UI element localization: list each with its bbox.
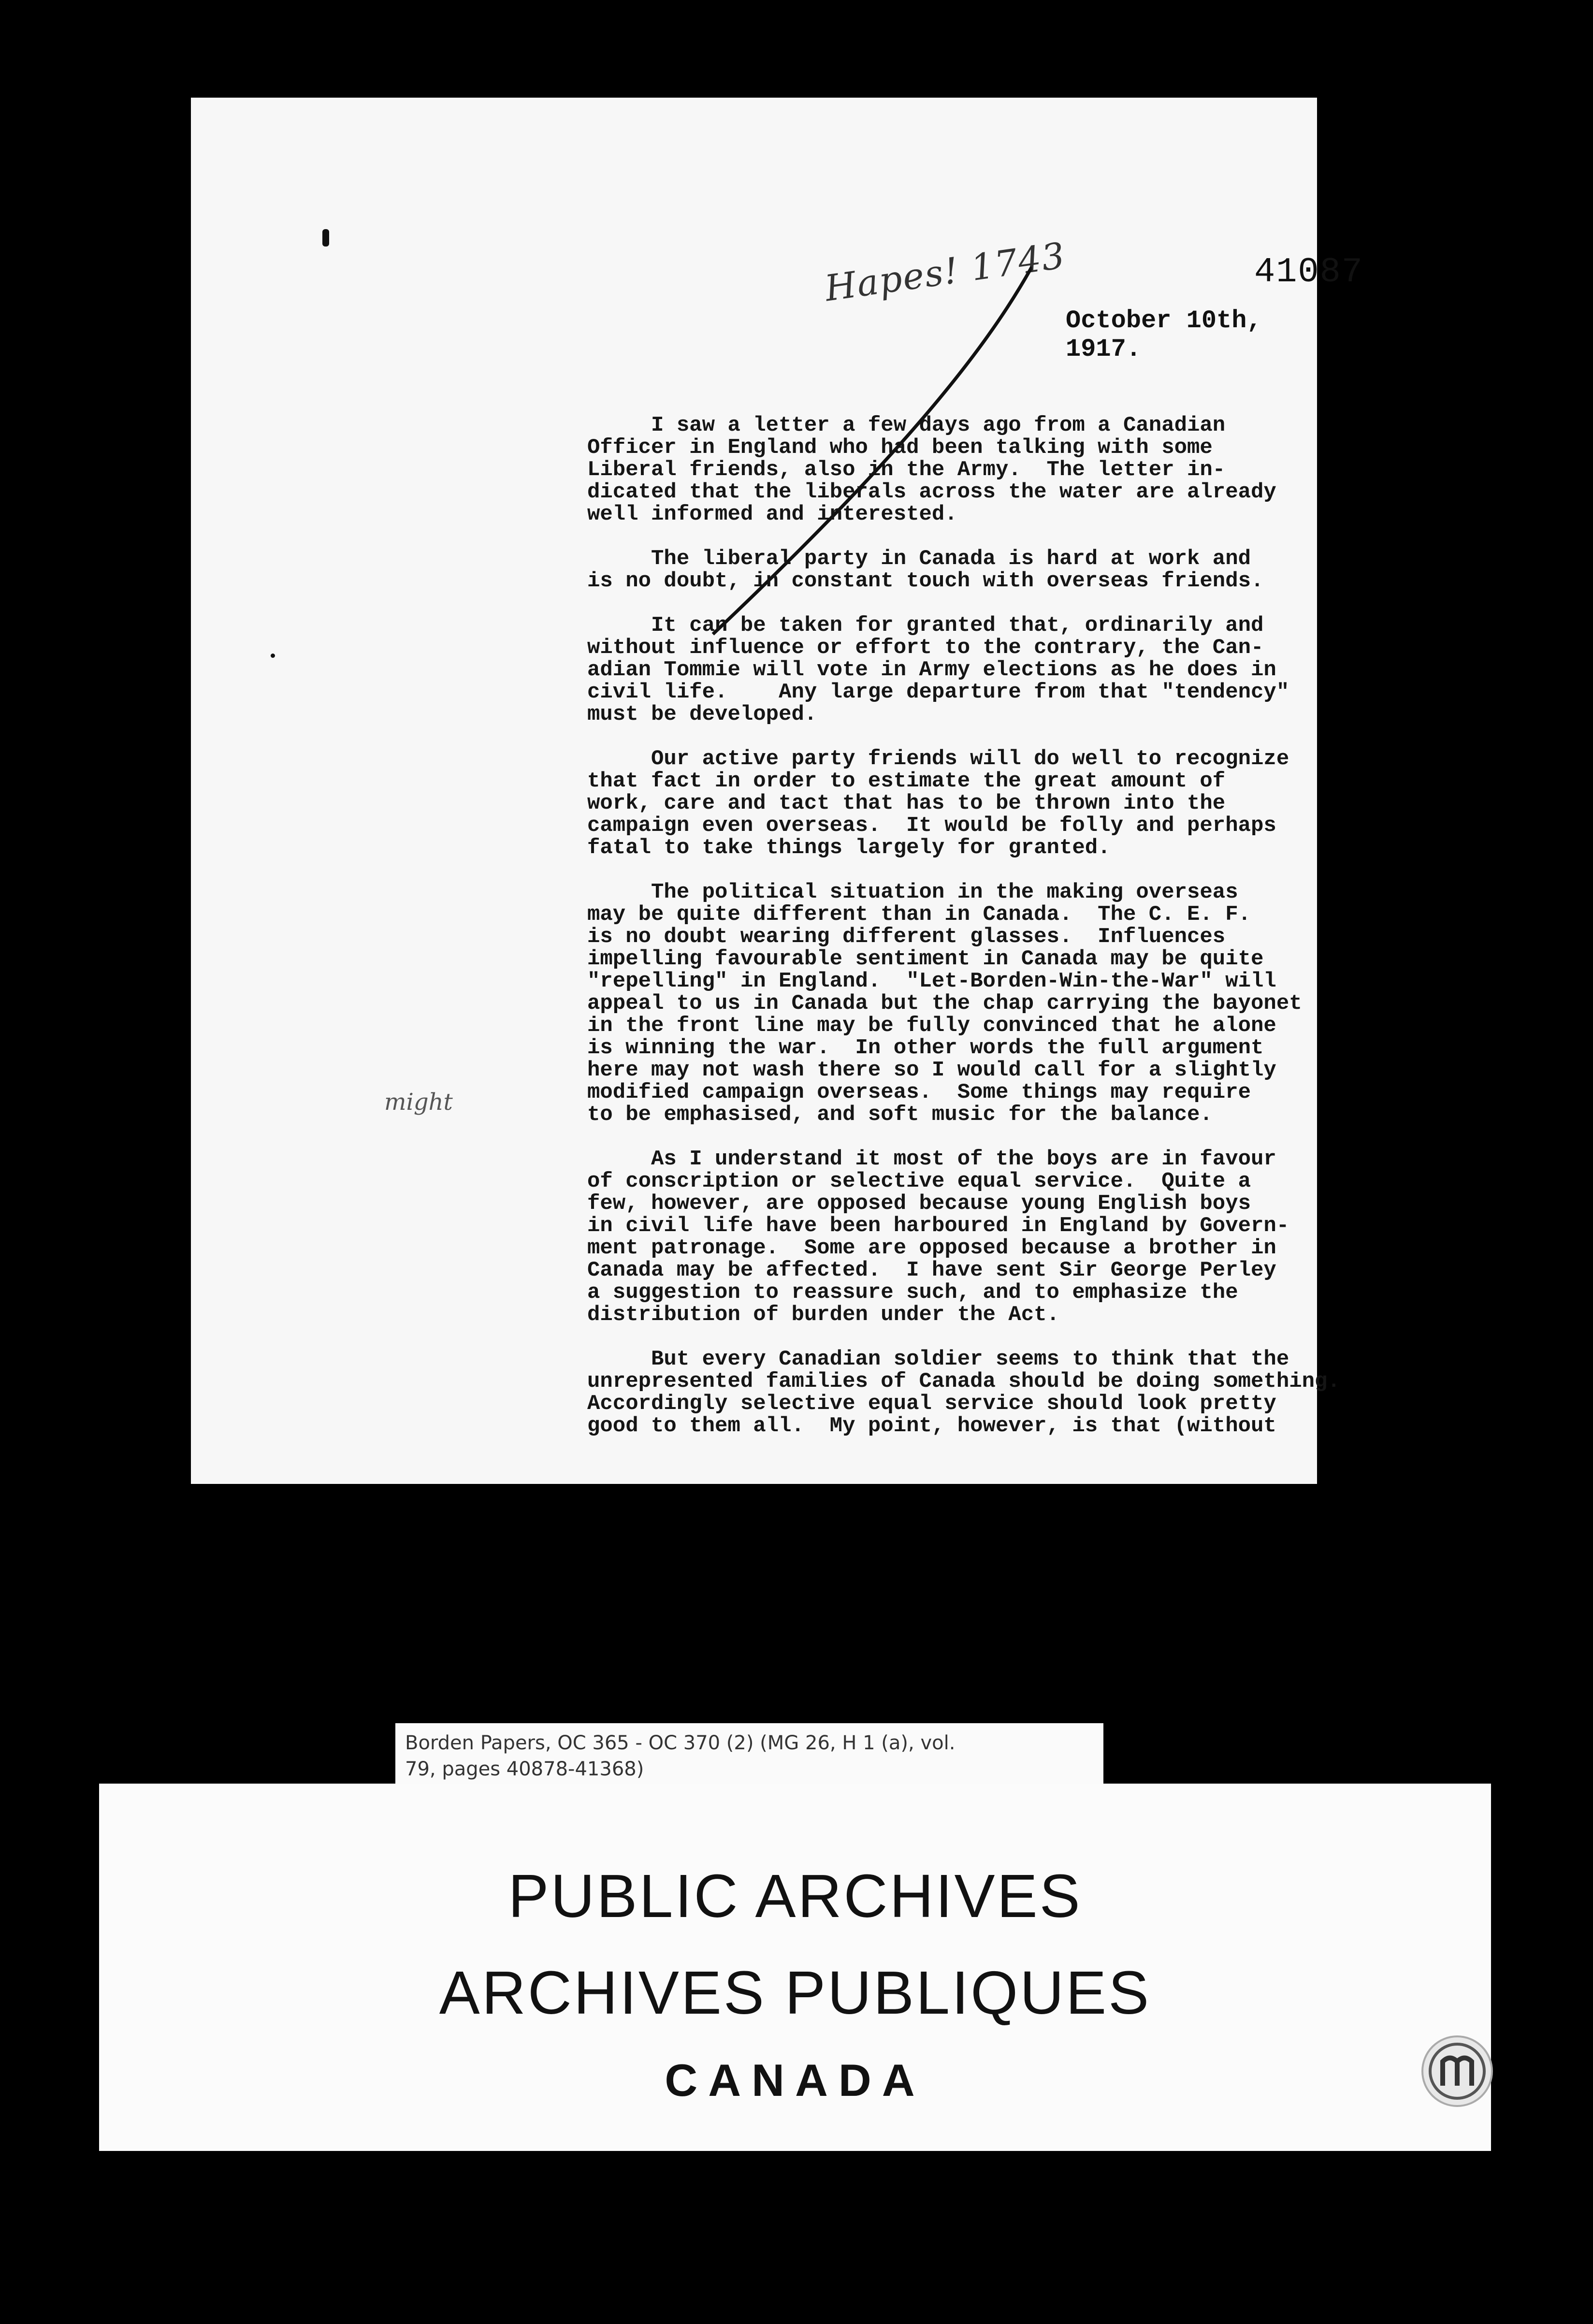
- document-number: 41087: [1254, 252, 1364, 292]
- margin-note: might: [384, 1089, 453, 1116]
- archive-title-en: PUBLIC ARCHIVES: [508, 1862, 1082, 1930]
- archive-title-fr: ARCHIVES PUBLIQUES: [439, 1959, 1151, 2027]
- paragraph: It can be taken for granted that, ordinarily and without influence or effort to the contrary, the Can- adian Tommie will vote in Army elections as he does in civil life. Any large departure from that "tendency" must be developed.: [587, 613, 1289, 726]
- paragraph: But every Canadian soldier seems to think that the unrepresented families of Canada should be doing something. Accordingly selective equal service should look pretty good to them all. My point, however, is that (without: [587, 1347, 1340, 1438]
- paragraph: As I understand it most of the boys are in favour of conscription or selective equal service. Quite a few, however, are opposed because young English boys in civil life have been harboured in England by Govern- ment patronage. Some are opposed because a brother in Canada may be affected. I have sent Sir George Perley a suggestion to reassure such, and to emphasize the distribution of burden under the Act.: [587, 1147, 1289, 1327]
- archive-country: CANADA: [665, 2055, 926, 2106]
- reference-label: Borden Papers, OC 365 - OC 370 (2) (MG 26, H 1 (a), vol. 79, pages 40878-41368): [395, 1723, 1103, 1791]
- document-date: October 10th, 1917.: [1066, 306, 1262, 363]
- paragraph: Our active party friends will do well to recognize that fact in order to estimate the great amount of work, care and tact that has to be thrown into the campaign even overseas. It would be folly and perhaps fatal to take things largely for granted.: [587, 747, 1289, 860]
- paragraph: I saw a letter a few days ago from a Canadian Officer in England who had been talking with some Liberal friends, also in the Army. The letter in- dicated that the liberals across the water are already well informed and interested.: [587, 413, 1276, 526]
- ink-mark: [322, 229, 329, 247]
- archive-seal-icon: [1419, 2033, 1496, 2110]
- archive-card: [99, 1784, 1491, 2151]
- document-page: [191, 98, 1364, 1484]
- paragraph: The liberal party in Canada is hard at work and is no doubt, in constant touch with overseas friends.: [587, 547, 1264, 593]
- ink-dot: [271, 654, 275, 658]
- paragraph: The political situation in the making overseas may be quite different than in Canada. The C. E. F. is no doubt wearing different glasses. Influences impelling favourable sentiment in Canada may be quite "repelling" in England. "Let-Borden-Win-the-War" will appeal to us in Canada but the chap carrying the bayonet in the front line may be fully convinced that he alone is winning the war. In other words the full argument here may not wash there so I would call for a slightly modified campaign overseas. Some things may require to be emphasised, and soft music for the balance.: [587, 880, 1302, 1127]
- letter-body: [587, 414, 1428, 1459]
- handwritten-annotation-text: Hapes! 1743: [822, 234, 1068, 310]
